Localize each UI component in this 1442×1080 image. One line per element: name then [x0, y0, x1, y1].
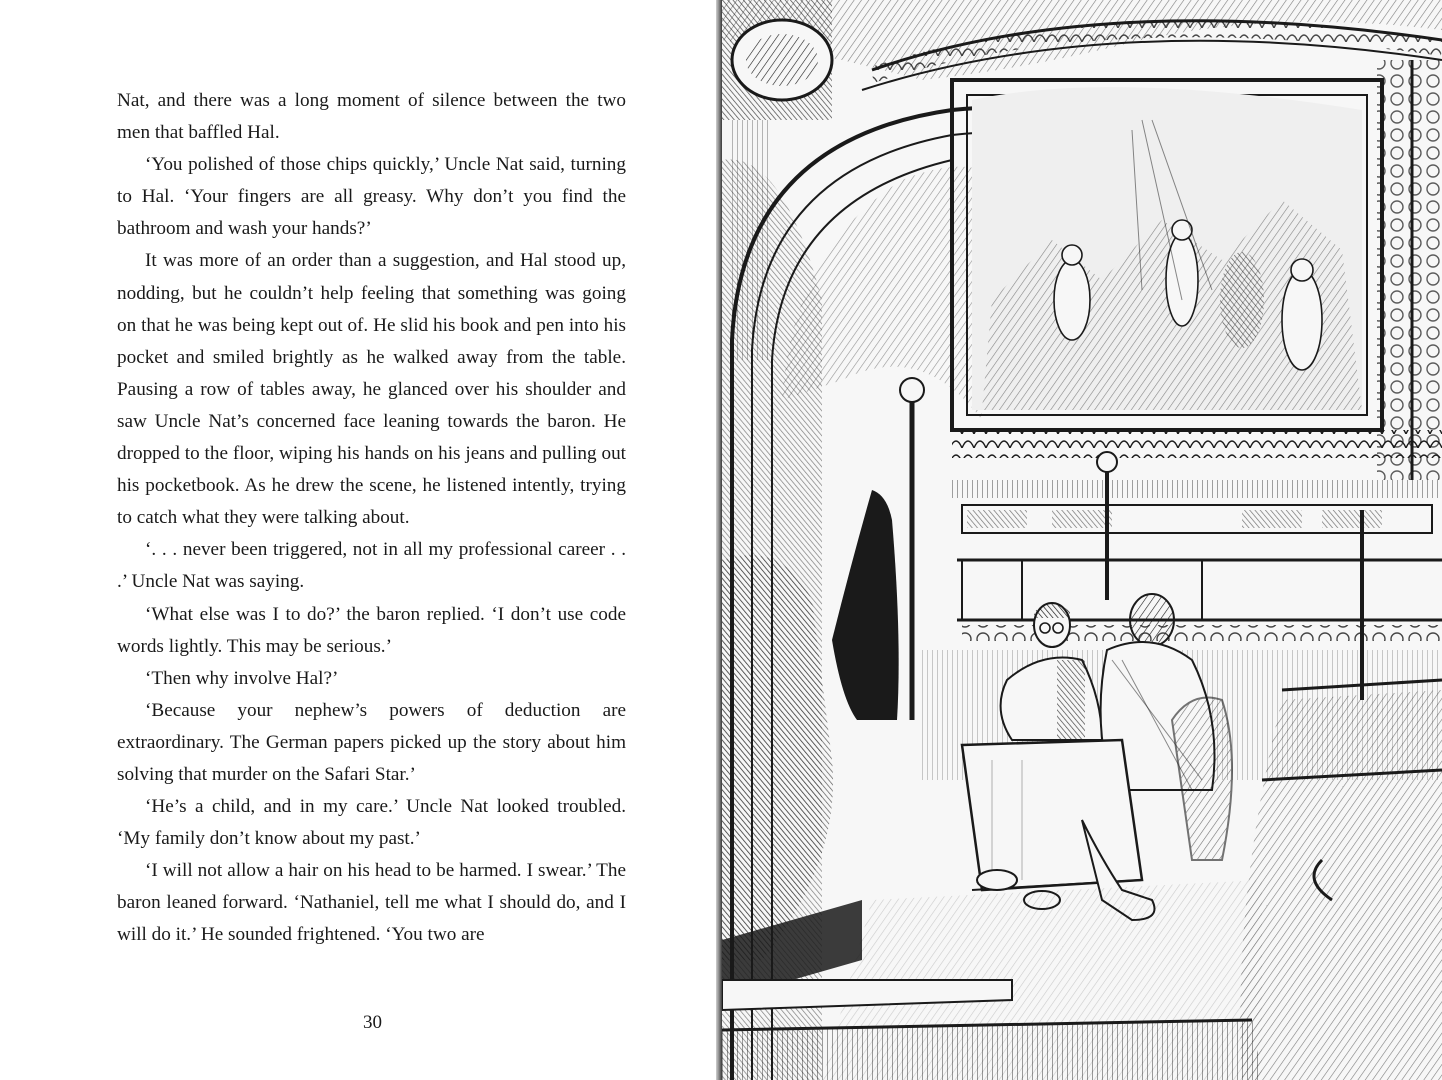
paragraph: ‘What else was I to do?’ the baron replied. ‘I don’t use code words lightly. This may be serious.’	[117, 603, 626, 657]
paragraph: ‘You polished of those chips quickly,’ Uncle Nat said, turning to Hal. ‘Your fingers are all greasy. Why don’t you find the bathroom and wash your hands?’	[117, 154, 626, 240]
paragraph: ‘. . . never been triggered, not in all my professional career . . .’ Uncle Nat was saying.	[117, 539, 626, 593]
paragraph: ‘He’s a child, and in my care.’ Uncle Nat looked troubled. ‘My family don’t know about my past.’	[117, 796, 626, 850]
paragraph: ‘Because your nephew’s powers of deduction are extraordinary. The German papers picked up the story about him solving that murder on the Safari Star.’	[117, 699, 626, 785]
paragraph: ‘Then why involve Hal?’	[145, 667, 339, 689]
page-number: 30	[363, 1012, 382, 1033]
paragraph: It was more of an order than a suggestion, and Hal stood up, nodding, but he couldn’t help feeling that something was going on that he was being kept out of. He slid his book and pen into his pocket and smiled brightly as he walked away from the table. Pausing a row of tables away, he glanced over his shoulder and saw Uncle Nat’s concerned face leaning towards the baron. He dropped to the floor, wiping his hands on his jeans and pulling out his pocketbook. As he drew the scene, he listened intently, trying to catch what they were talking about.	[117, 250, 626, 529]
right-page	[722, 0, 1442, 1080]
left-page	[0, 0, 718, 1080]
cafe-illustration	[722, 0, 1442, 1080]
paragraph: ‘I will not allow a hair on his head to be harmed. I swear.’ The baron leaned forward. ‘Nathaniel, tell me what I should do, and I will do it.’ He sounded frightened. ‘You two are	[117, 860, 626, 946]
body-text	[117, 85, 626, 952]
paragraph: Nat, and there was a long moment of silence between the two men that baffled Hal.	[117, 90, 626, 144]
